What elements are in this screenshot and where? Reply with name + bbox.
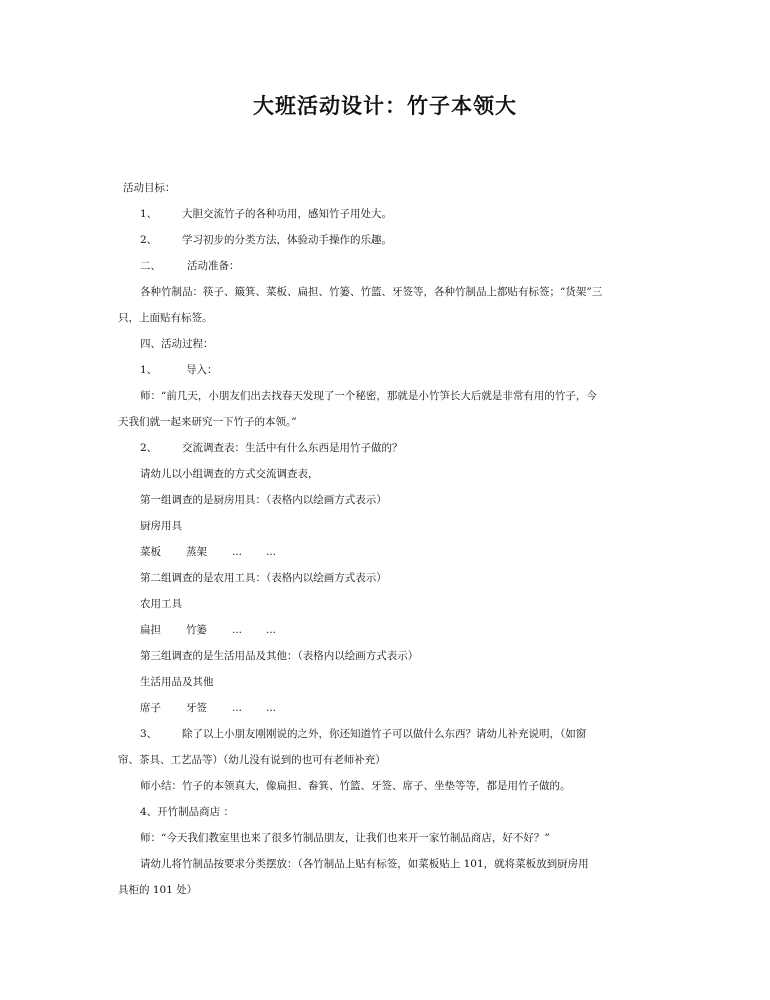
- list-item: 竹篓: [186, 624, 207, 636]
- objectives-label: 活动目标：: [123, 182, 176, 194]
- preparation-body-line-1: 各种竹制品：筷子、簸箕、菜板、扁担、竹篓、竹篮、牙签等，各种竹制品上都贴有标签；“货架”三: [140, 286, 603, 298]
- step-1-text: 导入：: [186, 364, 218, 376]
- document-title: 大班活动设计：竹子本领大: [253, 93, 517, 118]
- objective-2-number: 2、: [140, 234, 158, 246]
- list-item: 牙签: [186, 702, 207, 714]
- objective-1: [140, 207, 392, 221]
- step-4-heading: 4、开竹制品商店 ：: [140, 806, 235, 818]
- step-3-text-line-2: 帘、茶具、工艺品等）（幼儿没有说到的也可有老师补充）: [118, 754, 386, 766]
- teacher-summary: 师小结：竹子的本领真大，像扁担、畚箕、竹篮、牙签、席子、坐垫等等，都是用竹子做的。: [140, 780, 571, 792]
- step-3: [140, 727, 586, 741]
- group-3-items: [140, 701, 276, 715]
- preparation-label: 活动准备：: [187, 260, 240, 272]
- list-item: ...: [232, 546, 243, 558]
- list-item: ...: [232, 624, 243, 636]
- objective-2-text: 学习初步的分类方法，体验动手操作的乐趣。: [182, 234, 392, 246]
- group-3-label: 第三组调查的是生活用品及其他：（表格内以绘画方式表示）: [140, 650, 419, 662]
- group-2-label: 第二组调查的是农用工具：（表格内以绘画方式表示）: [140, 572, 387, 584]
- group-1-label: 第一组调查的是厨房用具：（表格内以绘画方式表示）: [140, 494, 387, 506]
- objective-2: [140, 233, 392, 247]
- step-1: [140, 363, 218, 377]
- list-item: 菜板: [140, 546, 161, 558]
- step-2: [140, 441, 403, 455]
- list-item: 席子: [140, 702, 161, 714]
- process-heading: 四、活动过程：: [140, 338, 214, 350]
- step-4-body-line-1: 请幼儿将竹制品按要求分类摆放：（各竹制品上贴有标签，如菜板贴上 101，就将菜板放到厨房用: [140, 858, 589, 870]
- preparation-heading: [140, 259, 240, 273]
- group-1-title: 厨房用具: [140, 520, 182, 532]
- step-3-text-line-1: 除了以上小朋友刚刚说的之外，你还知道竹子可以做什么东西？请幼儿补充说明，（如窗: [182, 728, 587, 740]
- list-item: ...: [266, 624, 277, 636]
- list-item: 扁担: [140, 624, 161, 636]
- step-4-teacher: 师：“今天我们教室里也来了很多竹制品朋友，让我们也来开一家竹制品商店，好不好？”: [140, 832, 550, 844]
- list-item: ...: [266, 546, 277, 558]
- step-2-number: 2、: [140, 442, 158, 454]
- intro-line-1: 师：“前几天，小朋友们出去找春天发现了一个秘密，那就是小竹笋长大后就是非常有用的竹子，今: [140, 390, 597, 402]
- group-2-title: 农用工具: [140, 598, 182, 610]
- list-item: ...: [266, 702, 277, 714]
- group-2-items: [140, 623, 276, 637]
- step-4-body-line-2: 具柜的 101 处）: [118, 884, 198, 896]
- list-item: ...: [232, 702, 243, 714]
- group-3-title: 生活用品及其他: [140, 676, 214, 688]
- preparation-body-line-2: 只，上面贴有标签。: [118, 312, 213, 324]
- objective-1-text: 大胆交流竹子的各种功用，感知竹子用处大。: [182, 208, 392, 220]
- step-3-number: 3、: [140, 728, 158, 740]
- step-1-number: 1、: [140, 364, 158, 376]
- objective-1-number: 1、: [140, 208, 158, 220]
- list-item: 蒸架: [186, 546, 207, 558]
- step-2-text: 交流调查表：生活中有什么东西是用竹子做的？: [182, 442, 403, 454]
- step-2-body: 请幼儿以小组调查的方式交流调查表，: [140, 468, 319, 480]
- intro-line-2: 天我们就一起来研究一下竹子的本领。”: [118, 416, 297, 428]
- preparation-number: 二、: [140, 260, 161, 272]
- group-1-items: [140, 545, 276, 559]
